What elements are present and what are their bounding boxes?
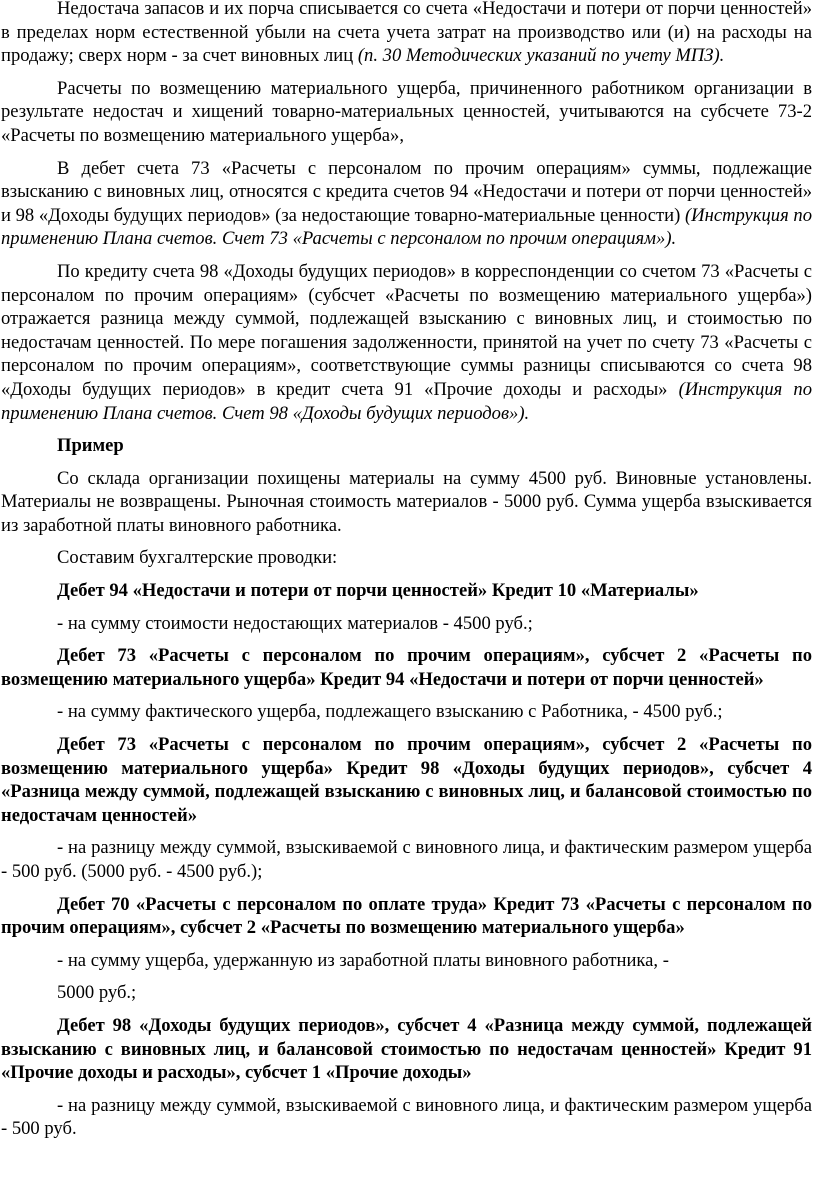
entry-title: Дебет 73 «Расчеты с персоналом по прочим операциям», субсчет 2 «Расчеты по возмещению материального ущерба» Кредит 94 «Недостачи и потери от порчи ценностей» [1, 645, 812, 690]
paragraph-text: Расчеты по возмещению материального ущерба, причиненного работником организации в результате недостач и хищений товарно-материальных ценностей, учитываются на субсчете 73-2 «Расчеты по возмещению материального ущерба», [1, 77, 812, 146]
paragraph-text: В дебет счета 73 «Расчеты с персоналом по прочим операциям» суммы, подлежащие взысканию с виновных лиц, относятся с кредита счетов 94 «Недостачи и потери от порчи ценностей» и 98 «Доходы будущих периодов» (за недостающие товарно-материальные ценности) [1, 157, 812, 226]
paragraph-reference: (Инструкция по применению Плана счетов. Счет 98 «Доходы будущих периодов»). [1, 378, 812, 424]
paragraph-credit-98 [1, 260, 812, 425]
entry-description: - на сумму ущерба, удержанную из заработной платы виновного работника, - [57, 949, 669, 971]
paragraph-reference: (Инструкция по применению Плана счетов. Счет 73 «Расчеты с персоналом по прочим операциям»). [1, 204, 812, 250]
example-intro: Составим бухгалтерские проводки: [57, 547, 338, 569]
paragraph-subaccount-73-2 [1, 77, 812, 148]
entry-description: - на разницу между суммой, взыскиваемой с виновного лица, и фактическим размером ущерба - 500 руб. (5000 руб. - 4500 руб.); [1, 837, 812, 882]
paragraph-text: По кредиту счета 98 «Доходы будущих периодов» в корреспонденции со счетом 73 «Расчеты с персоналом по прочим операциям» (субсчет «Расчеты по возмещению материального ущерба») отражается разница между суммой, подлежащей взысканию с виновных лиц, и стоимостью по недостачам ценностей. По мере погашения задолженности, принятой на учет по счету 73 «Расчеты с персоналом по прочим операциям», соответствующие суммы разницы списываются со счета 98 «Доходы будущих периодов» в кредит счета 91 «Прочие доходы и расходы» [1, 260, 812, 400]
example-text: Со склада организации похищены материалы на сумму 4500 руб. Виновные установлены. Материалы не возвращены. Рыночная стоимость материалов - 5000 руб. Сумма ущерба взыскивается из заработной платы виновного работника. [1, 467, 812, 536]
paragraph-text: Недостача запасов и их порча списывается со счета «Недостачи и потери от порчи ценностей» в пределах норм естественной убыли на счета учета затрат на производство или (и) на расходы на продажу; сверх норм - за счет виновных лиц [1, 0, 812, 67]
entry-description: - на разницу между суммой, взыскиваемой с виновного лица, и фактическим размером ущерба - 500 руб. [1, 1094, 812, 1140]
entry-title: Дебет 70 «Расчеты с персоналом по оплате труда» Кредит 73 «Расчеты с персоналом по прочим операциям», субсчет 2 «Расчеты по возмещению материального ущерба» [1, 893, 812, 939]
paragraph-reference: (п. 30 Методических указаний по учету МПЗ). [357, 45, 725, 67]
entry-description: - на сумму стоимости недостающих материалов - 4500 руб.; [57, 612, 533, 634]
entry-description: - на сумму фактического ущерба, подлежащего взысканию с Работника, - 4500 руб.; [57, 701, 723, 723]
entry-description-continued: 5000 руб.; [57, 982, 137, 1004]
example-heading: Пример [57, 435, 124, 457]
paragraph-shortage-writeoff [1, 0, 812, 68]
entry-title: Дебет 73 «Расчеты с персоналом по прочим операциям», субсчет 2 «Расчеты по возмещению материального ущерба» Кредит 98 «Доходы будущих периодов», субсчет 4 «Разница между суммой, подлежащей взысканию с виновных лиц, и балансовой стоимостью по недостачам ценностей» [1, 734, 812, 826]
paragraph-debit-73 [1, 157, 812, 251]
entry-title: Дебет 98 «Доходы будущих периодов», субсчет 4 «Разница между суммой, подлежащей взысканию с виновных лиц, и балансовой стоимостью по недостачам ценностей» Кредит 91 «Прочие доходы и расходы», субсчет 1 «Прочие доходы» [1, 1014, 812, 1084]
entry-title: Дебет 94 «Недостачи и потери от порчи ценностей» Кредит 10 «Материалы» [57, 580, 699, 602]
